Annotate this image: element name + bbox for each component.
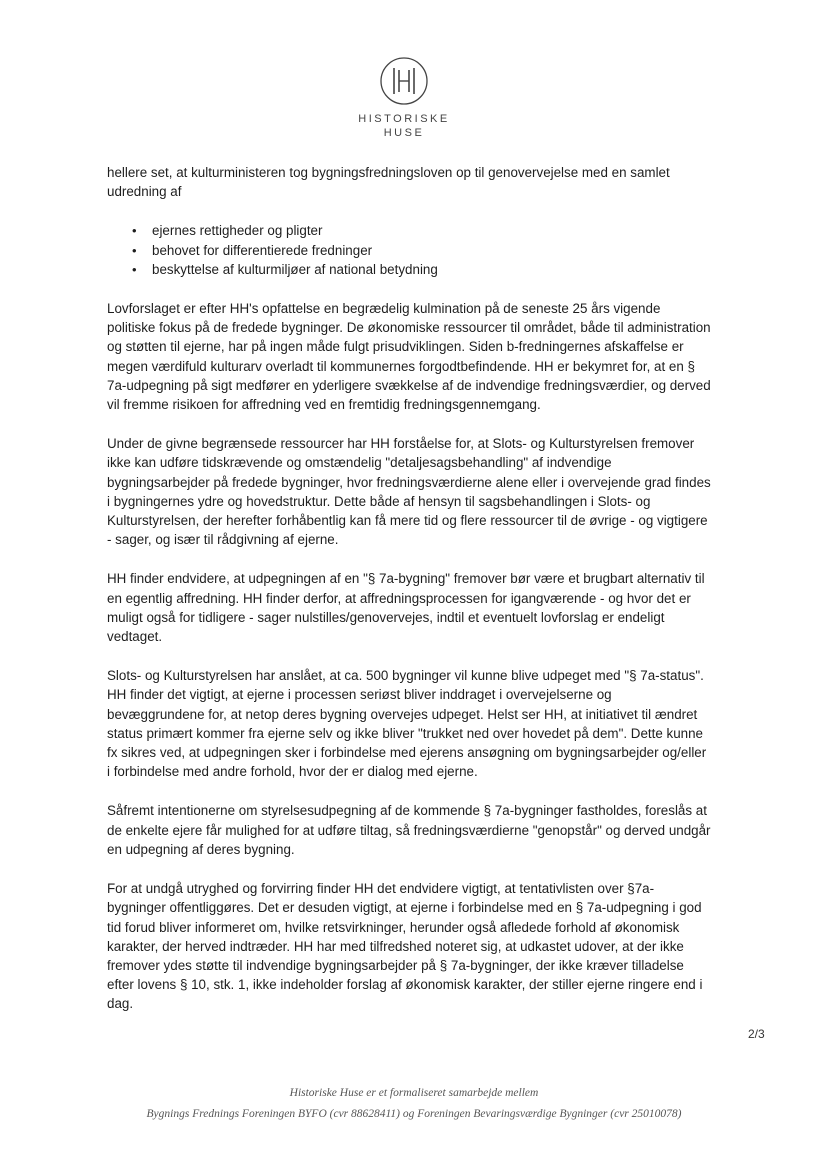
footer-line2: Bygnings Frednings Foreningen BYFO (cvr 88628411) og Foreningen Bevaringsværdige Bygninger (cvr 25010078) (146, 1108, 682, 1120)
body-paragraph: HH finder endvidere, at udpegningen af en "§ 7a-bygning" fremover bør være et brugbart alternativ til en egentlig affredning. HH finder derfor, at affredningsprocessen for igangværende - og hvor det er muligt også for tidligere - sager nulstilles/genovervejes, indtil et eventuelt lovforslag er endeligt vedtaget. (107, 571, 705, 645)
letter-body (107, 163, 712, 1034)
bullet-icon: • (132, 223, 137, 239)
footer-line1: Historiske Huse er et formaliseret samarbejde mellem (289, 1087, 539, 1099)
historiske-huse-logo (354, 56, 454, 140)
logo-text-line1: HISTORISKE (358, 113, 450, 125)
bullet-list (107, 221, 712, 279)
list-item: • behovet for differentierede fredninger (132, 241, 712, 260)
footer (100, 1083, 728, 1125)
list-item: • beskyttelse af kulturmiljøer af national betydning (132, 260, 712, 279)
list-item: • ejernes rettigheder og pligter (132, 221, 712, 240)
bullet-icon: • (132, 261, 137, 277)
body-paragraph: Slots- og Kulturstyrelsen har anslået, at ca. 500 bygninger vil kunne blive udpeget med "§ 7a-status". HH finder det vigtigt, at ejerne i processen seriøst bliver inddraget i overvejelserne og bevæggrundene for, at netop deres bygning overvejes udpeget. Helst ser HH, at initiativet til ændret status primært kommer fra ejerne selv og ikke bliver "trukket ned over hovedet på dem". Dette kunne fx sikres ved, at udpegningen sker i forbindelse med ejerens ansøgning om bygningsarbejder og/eller i forbindelse med andre forhold, hvor der er dialog med ejerne. (107, 668, 707, 780)
body-paragraph: Lovforslaget er efter HH's opfattelse en begrædelig kulmination på de seneste 25 års vigende politiske fokus på de fredede bygninger. De økonomiske ressourcer til området, både til administration og støtten til ejerne, har på ingen måde fulgt prisudviklingen. Siden b-fredningernes afskaffelse er megen værdifuld kulturarv overladt til kommunernes forgodtbefindende. HH er bekymret for, at en § 7a-udpegning på sigt medfører en yderligere svækkelse af de indvendige fredningsværdier, og derved vil fremme risikoen for affredning ved en fremtidig fredningsgennemgang. (107, 301, 711, 413)
body-paragraph: Under de givne begrænsede ressourcer har HH forståelse for, at Slots- og Kulturstyrelsen fremover ikke kan udføre tidskrævende og omstændelig "detaljesagsbehandling" af indvendige bygningsarbejder på fredede bygninger, hvor fredningsværdierne alene eller i overvejende grad findes i bygningernes ydre og hovedstruktur. Dette både af hensyn til sagsbehandlingen i Slots- og Kulturstyrelsen, der herefter forhåbentlig kan få mere tid og flere ressourcer til de øvrige - og vigtigere - sager, og især til rådgivning af ejerne. (107, 436, 711, 548)
body-paragraph: For at undgå utryghed og forvirring finder HH det endvidere vigtigt, at tentativlisten over §7a-bygninger offentliggøres. Det er desuden vigtigt, at ejerne i forbindelse med en § 7a-udpegning i god tid forud bliver informeret om, hvilke retsvirkninger, herunder også afledede forhold af økonomisk karakter, der herved indtræder. HH har med tilfredshed noteret sig, at udkastet udover, at der ikke fremover ydes støtte til indvendige bygningsarbejder på § 7a-bygninger, der ikke kræver tilladelse efter lovens § 10, stk. 1, ikke indeholder forslag af økonomisk karakter, der stiller ejerne ringere end i dag. (107, 881, 703, 1012)
hh-monogram-icon (379, 56, 429, 106)
body-paragraph: Såfremt intentionerne om styrelsesudpegning af de kommende § 7a-bygninger fastholdes, foreslås at de enkelte ejere får mulighed for at udføre tiltag, så fredningsværdierne "genopstår" og derved undgår en udpegning af deres bygning. (107, 803, 711, 857)
intro-paragraph: hellere set, at kulturministeren tog bygningsfredningsloven op til genovervejelse med en samlet udredning af (107, 165, 670, 200)
logo-text-line2: HUSE (383, 127, 425, 139)
bullet-icon: • (132, 242, 137, 258)
page-number: 2/3 (748, 1027, 765, 1041)
